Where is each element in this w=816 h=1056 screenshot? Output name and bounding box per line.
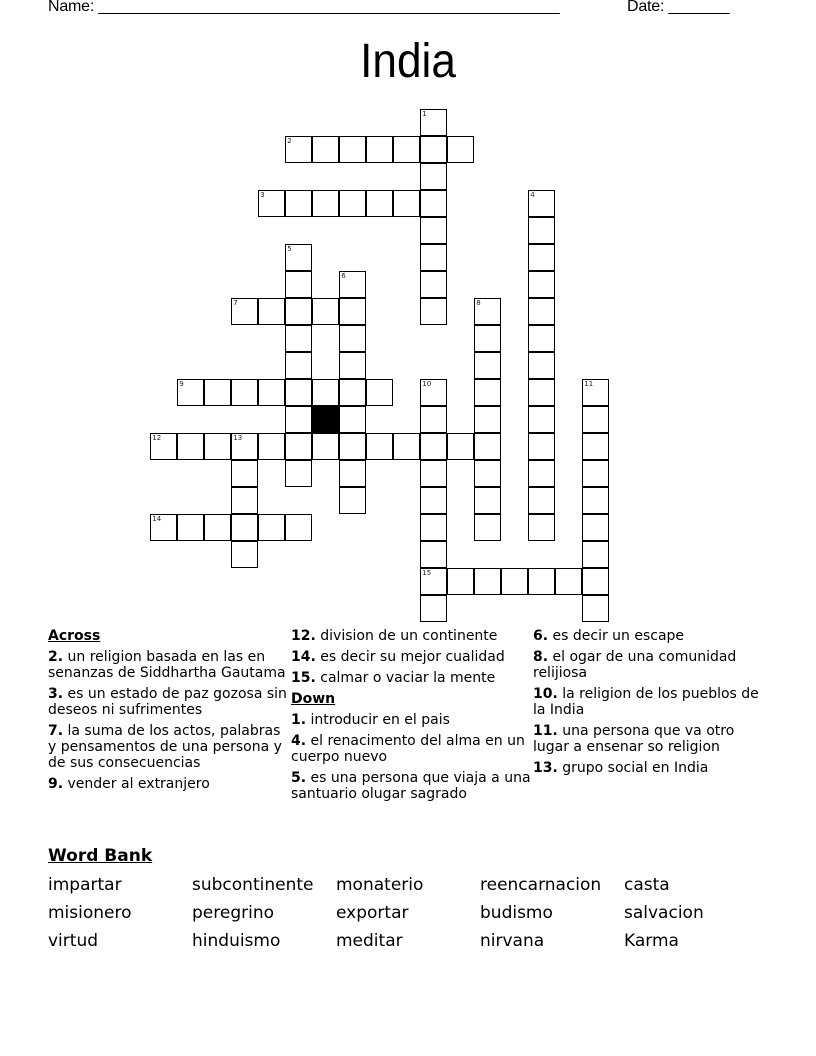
crossword-cell[interactable] [474,487,501,514]
clue-number-label: 1 [422,110,427,119]
clue-number: 8. [533,649,549,665]
crossword-cell[interactable] [447,136,474,163]
word-bank-word: peregrino [192,903,275,923]
clue-down-1 [291,712,531,728]
clue-down-13 [533,760,768,776]
crossword-cell[interactable] [420,109,447,136]
crossword-cell[interactable] [528,298,555,325]
crossword-cell[interactable] [285,514,312,541]
crossword-cell[interactable] [501,568,528,595]
crossword-cell[interactable] [474,433,501,460]
clue-text: el ogar de una comunidad relijiosa [533,649,737,681]
clue-number: 7. [48,723,64,739]
crossword-cell[interactable] [339,460,366,487]
crossword-cell[interactable] [285,352,312,379]
clue-text: grupo social en India [562,760,709,776]
crossword-cell[interactable] [447,433,474,460]
crossword-cell[interactable] [258,298,285,325]
clue-number-label: 5 [287,245,292,254]
crossword-cell[interactable] [474,379,501,406]
crossword-cell[interactable] [177,433,204,460]
crossword-cell[interactable] [339,406,366,433]
word-bank-word: monaterio [336,875,424,895]
crossword-cell[interactable] [420,460,447,487]
clue-number: 2. [48,649,64,665]
clue-number-label: 7 [233,299,238,308]
clue-down-11 [533,723,768,755]
crossword-cell[interactable] [528,244,555,271]
word-bank-word: virtud [48,931,99,951]
crossword-cell[interactable] [258,514,285,541]
clue-text: division de un continente [320,628,498,644]
clue-text: calmar o vaciar la mente [320,670,496,686]
crossword-cell[interactable] [528,433,555,460]
clue-number: 1. [291,712,307,728]
crossword-cell[interactable] [474,514,501,541]
crossword-cell[interactable] [231,460,258,487]
clue-text: un religion basada en las en senanzas de Siddhartha Gautama [48,649,286,681]
crossword-cell[interactable] [285,433,312,460]
crossword-cell[interactable] [582,595,609,622]
clue-column-3 [533,628,768,781]
clue-number: 4. [291,733,307,749]
crossword-cell[interactable] [393,190,420,217]
crossword-cell[interactable] [420,163,447,190]
crossword-cell[interactable] [231,379,258,406]
clue-down-5 [291,770,531,802]
crossword-cell[interactable] [312,190,339,217]
crossword-cell[interactable] [285,379,312,406]
crossword-cell[interactable] [528,514,555,541]
word-bank-word: nirvana [480,931,545,951]
clue-number: 15. [291,670,316,686]
crossword-cell[interactable] [312,136,339,163]
clue-number: 12. [291,628,316,644]
crossword-cell[interactable] [420,514,447,541]
clue-text: introducir en el pais [310,712,450,728]
crossword-cell[interactable] [582,379,609,406]
crossword-cell[interactable] [150,433,177,460]
word-bank-word: Karma [624,931,679,951]
crossword-cell[interactable] [582,487,609,514]
clue-text: es una persona que viaja a una santuario olugar sagrado [291,770,531,802]
crossword-cell[interactable] [339,136,366,163]
crossword-cell[interactable] [474,325,501,352]
crossword-cell[interactable] [474,568,501,595]
crossword-cell[interactable] [339,352,366,379]
clue-number-label: 9 [179,380,184,389]
crossword-cell[interactable] [528,568,555,595]
crossword-cell[interactable] [339,298,366,325]
crossword-cell[interactable] [474,406,501,433]
crossword-cell[interactable] [258,379,285,406]
clue-number: 10. [533,686,558,702]
clue-number: 14. [291,649,316,665]
crossword-cell[interactable] [420,298,447,325]
page-title: India [360,35,456,88]
crossword-cell[interactable] [204,379,231,406]
clue-text: la suma de los actos, palabras y pensamentos de una persona y de sus consecuencias [48,723,282,771]
crossword-cell[interactable] [177,514,204,541]
crossword-cell[interactable] [420,541,447,568]
across-heading: Across [48,628,101,644]
clue-text: es decir un escape [552,628,685,644]
crossword-cell[interactable] [285,406,312,433]
crossword-cell[interactable] [231,541,258,568]
crossword-cell[interactable] [474,352,501,379]
clue-down-6 [533,628,768,644]
crossword-cell[interactable] [204,514,231,541]
crossword-cell[interactable] [393,136,420,163]
crossword-cell[interactable] [582,460,609,487]
crossword-cell[interactable] [366,136,393,163]
crossword-cell[interactable] [177,379,204,406]
crossword-cell[interactable] [582,568,609,595]
word-bank-word: misionero [48,903,132,923]
crossword-cell[interactable] [150,514,177,541]
clue-number: 6. [533,628,549,644]
clue-across-2 [48,649,288,681]
crossword-cell[interactable] [582,406,609,433]
clue-number: 9. [48,776,64,792]
crossword-cell[interactable] [285,190,312,217]
crossword-cell[interactable] [447,568,474,595]
word-bank-heading: Word Bank [48,846,153,866]
crossword-cell[interactable] [393,433,420,460]
crossword-cell[interactable] [339,379,366,406]
crossword-cell[interactable] [420,568,447,595]
crossword-cell[interactable] [420,136,447,163]
clue-across-15 [291,670,531,686]
crossword-cell[interactable] [339,433,366,460]
crossword-cell[interactable] [582,514,609,541]
clue-number-label: 3 [260,191,265,200]
clue-across-9 [48,776,288,792]
crossword-cell[interactable] [285,136,312,163]
crossword-cell[interactable] [339,190,366,217]
crossword-cell[interactable] [258,433,285,460]
word-bank-word: hinduismo [192,931,281,951]
clue-text: es un estado de paz gozosa sin deseos ni sufrimentes [48,686,287,718]
clue-down-10 [533,686,768,718]
clue-number-label: 10 [422,380,432,389]
crossword-cell[interactable] [420,379,447,406]
crossword-cell[interactable] [285,244,312,271]
clue-number-label: 12 [152,434,162,443]
crossword-cell[interactable] [285,298,312,325]
crossword-cell[interactable] [555,568,582,595]
crossword-cell[interactable] [582,541,609,568]
crossword-cell[interactable] [474,460,501,487]
crossword-cell[interactable] [312,433,339,460]
clue-number: 13. [533,760,558,776]
crossword-cell[interactable] [339,271,366,298]
crossword-cell[interactable] [474,298,501,325]
crossword-cell[interactable] [528,379,555,406]
crossword-cell[interactable] [420,217,447,244]
word-bank-word: subcontinente [192,875,314,895]
clue-number: 5. [291,770,307,786]
clue-text: una persona que va otro lugar a ensenar so religion [533,723,735,755]
clue-across-14 [291,649,531,665]
word-bank-word: impartar [48,875,122,895]
clue-across-12 [291,628,531,644]
clue-number: 11. [533,723,558,739]
crossword-cell[interactable] [285,460,312,487]
clue-number-label: 4 [530,191,535,200]
clue-column-1 [48,628,288,797]
crossword-cell[interactable] [285,325,312,352]
clue-number: 3. [48,686,64,702]
clue-number-label: 15 [422,569,432,578]
crossword-cell[interactable] [366,433,393,460]
crossword-cell[interactable] [528,352,555,379]
clue-text: vender al extranjero [67,776,210,792]
clue-number-label: 2 [287,137,292,146]
crossword-cell[interactable] [231,433,258,460]
crossword-cell[interactable] [420,190,447,217]
clue-down-8 [533,649,768,681]
crossword-cell[interactable] [366,379,393,406]
crossword-cell[interactable] [312,298,339,325]
crossword-cell[interactable] [420,271,447,298]
crossword-cell[interactable] [528,217,555,244]
crossword-cell[interactable] [312,379,339,406]
crossword-cell[interactable] [528,406,555,433]
date-field: Date: _______ [627,0,730,15]
crossword-cell[interactable] [231,487,258,514]
clue-down-4 [291,733,531,765]
crossword-cell[interactable] [339,487,366,514]
crossword-cell[interactable] [582,433,609,460]
crossword-cell[interactable] [339,325,366,352]
name-field: Name: _____________________________________________________ [48,0,560,15]
crossword-cell[interactable] [528,325,555,352]
crossword-cell[interactable] [420,433,447,460]
clue-across-7 [48,723,288,771]
crossword-cell[interactable] [528,271,555,298]
crossword-cell[interactable] [285,271,312,298]
word-bank-word: budismo [480,903,553,923]
crossword-cell[interactable] [528,460,555,487]
clue-number-label: 13 [233,434,243,443]
word-bank-word: salvacion [624,903,704,923]
word-bank-word: meditar [336,931,403,951]
down-heading: Down [291,691,336,707]
clue-number-label: 11 [584,380,594,389]
crossword-cell[interactable] [204,433,231,460]
clue-across-3 [48,686,288,718]
crossword-cell[interactable] [420,487,447,514]
word-bank-word: exportar [336,903,409,923]
crossword-cell[interactable] [420,406,447,433]
clue-number-label: 6 [341,272,346,281]
word-bank-word: reencarnacion [480,875,602,895]
crossword-cell[interactable] [231,298,258,325]
word-bank-word: casta [624,875,670,895]
clue-text: es decir su mejor cualidad [320,649,505,665]
crossword-cell[interactable] [258,190,285,217]
crossword-cell[interactable] [420,244,447,271]
crossword-cell[interactable] [231,514,258,541]
clue-text: la religion de los pueblos de la India [533,686,759,718]
crossword-cell[interactable] [528,487,555,514]
clue-number-label: 8 [476,299,481,308]
crossword-cell[interactable] [420,595,447,622]
clue-number-label: 14 [152,515,162,524]
crossword-cell[interactable] [366,190,393,217]
clue-column-2 [291,628,531,807]
black-cell [312,406,339,433]
crossword-cell[interactable] [528,190,555,217]
clue-text: el renacimento del alma en un cuerpo nuevo [291,733,525,765]
